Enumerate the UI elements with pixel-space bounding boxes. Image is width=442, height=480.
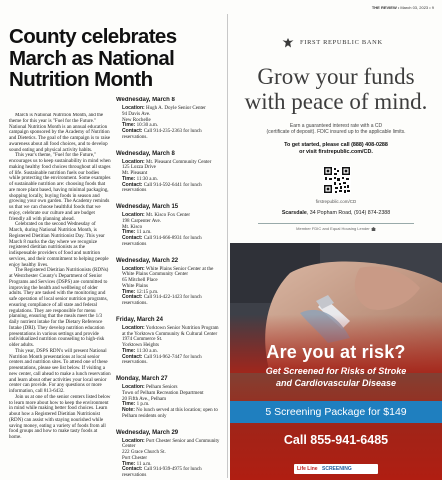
column-divider xyxy=(227,14,228,478)
event-listing xyxy=(116,97,220,141)
issue-date: March 03, 2023 xyxy=(400,5,429,10)
event-date: Wednesday, March 8 xyxy=(116,150,175,157)
event-field-label: Contact: xyxy=(122,181,143,188)
eagle-icon xyxy=(282,37,294,49)
screening-subheadline-line: Get Screened for Risks of Stroke xyxy=(265,366,407,376)
event-listing xyxy=(116,204,220,248)
event-note xyxy=(116,408,220,420)
event-listing xyxy=(116,430,220,478)
screening-advertisement xyxy=(230,243,442,480)
article-paragraph: Join us at one of the senior centers listed below to learn more about how to keep the environment in mind while making better food choices. Learn about how a Registered Dietitian Nutritionist (RDN) can assist with staying nourished while saving money, eating a variety of foods from all food groups and how to make tasty foods at home. xyxy=(9,393,111,440)
event-field-value: Pelham Seniors xyxy=(145,384,178,390)
screening-phone[interactable]: Call 855-941-6485 xyxy=(283,433,389,447)
event-address-line: Yorktown Heights xyxy=(122,342,159,348)
event-field-label: Time: xyxy=(122,460,136,467)
event-date: Friday, March 24 xyxy=(116,316,163,323)
event-field-label: Time: xyxy=(122,288,136,295)
event-listing xyxy=(116,376,220,420)
event-address-line: Town of Pelham Recreation Department xyxy=(122,389,204,396)
event-field-label: Location: xyxy=(122,384,145,390)
event-address-line: 198 Carpenter Ave. xyxy=(122,217,162,224)
event-field-label: Contact: xyxy=(122,235,143,241)
bank-subtext xyxy=(244,123,428,135)
article-paragraph: Celebrated on the second Wednesday of March, during National Nutrition Month, is Registered Dietitian Nutritionist Day. This year March 8 marks the day where we recognize registered dietitian nutritionists as the indispensable providers of food and nutrition services, and their commitment to helping people enjoy healthy lives. xyxy=(9,221,109,268)
bank-divider xyxy=(258,223,414,224)
event-contact xyxy=(116,467,220,477)
event-address-line: Port Chester xyxy=(122,454,148,461)
event-address-line: 20 Fifth Ave., Pelham xyxy=(122,395,167,402)
article-paragraph: The Registered Dietitian Nutritionists (RDNs) at Westchester County's Department of Senior Programs and Services (DSPS) are committed to improving the health and wellbeing of older adults. They are tasked with the monitoring and safe operation of local senior nutrition programs, ensuring compliance of all state and federal regulations. They are responsible for menu planning, ensuring that the meals meet the 1/3 daily nutrient intake for the Dietary Reference Intake (DRI). They develop nutrition education presentations in various settings and provide individualized nutrition counseling to high-risk older adults. xyxy=(9,267,109,348)
article-paragraph: This year, DSPS RDN's will present National Nutrition Month presentations at local senior centers and nutrition sites. To attend one of these presentations, please see list below. If visiting a new center, call ahead to make a lunch reservation and learn about other activities your local senior center can provide. For any questions or more information, call 813-6432. xyxy=(9,347,111,394)
event-field-value: 11 a.m. xyxy=(136,460,152,467)
bank-address-city: Scarsdale xyxy=(281,210,307,216)
bank-headline-line: Grow your funds xyxy=(257,64,415,89)
event-field-value: 11 a.m. xyxy=(136,229,152,236)
event-address-line: Mt. Kisco xyxy=(122,223,143,230)
event-contact xyxy=(116,129,220,141)
event-field-value: Port Chester Senior and Community Center xyxy=(122,437,220,450)
event-field-label: Time: xyxy=(122,229,136,236)
house-icon xyxy=(371,227,376,231)
event-field-value: 12:15 p.m. xyxy=(136,288,159,295)
event-field-value: 1 p.m. xyxy=(136,401,150,408)
article-paragraph: This year's theme, "Fuel for the Future," encourages us to keep sustainability in mind when making healthy food choices throughout all stages of life. Sustainable nutrition fuels our bodies while protecting the environment. Some examples of sustainable nutrition are: choosing foods that are more plant based, having minimal packaging, shopping locally, buying foods in season and growing your own garden. The Academy reminds us that we can choose healthful foods that we enjoy, celebrate our culture and are budget friendly all with planning ahead. xyxy=(9,152,111,222)
bank-website[interactable]: firstrepublic.com/CD xyxy=(315,199,357,204)
event-date: Wednesday, March 8 xyxy=(116,97,175,103)
event-field-label: Time: xyxy=(122,122,136,129)
screening-subheadline xyxy=(230,366,442,389)
bank-cta-line: or visit firstrepublic.com/CD. xyxy=(299,149,373,155)
bank-cta-line: To get started, please call (888) 408-0288 xyxy=(284,142,388,148)
bank-address xyxy=(230,210,442,216)
bank-subtext-line: (certificate of deposit). FDIC insured up to the applicable limits. xyxy=(266,129,406,136)
event-contact xyxy=(116,236,220,248)
event-field-label: Location: xyxy=(122,437,145,444)
article-paragraph: March is National Nutrition Month, and the theme for this year is "Fuel for the Future." National Nutrition Month is an annual education campaign sponsored by the Academy of Nutrition and Dietetics. The goal of the campaign is to raise awareness about all food choices, and to develop sound eating and physical activity habits. xyxy=(9,113,111,153)
screening-subheadline-line: and Cardiovascular Disease xyxy=(275,377,397,388)
event-date: Monday, March 27 xyxy=(116,376,168,382)
article-body xyxy=(9,113,111,477)
event-address-line: 125 Lozza Drive xyxy=(122,164,156,171)
lifeline-logo xyxy=(294,464,378,474)
event-field-value: Call 914-666-8931 for lunch reservations xyxy=(122,235,202,247)
event-field-label: Time: xyxy=(122,347,136,354)
event-field-label: Location: xyxy=(122,212,145,218)
event-field-value: Call 914-939-4975 for lunch reservations xyxy=(122,466,202,477)
event-date: Wednesday, March 22 xyxy=(116,257,179,264)
lifeline-logo-part1: Life Line xyxy=(297,466,318,472)
event-address-line: 1974 Commerce St. xyxy=(122,336,163,343)
event-field-label: Contact: xyxy=(122,353,143,360)
event-contact xyxy=(116,355,220,367)
event-field-value: 11:30 a.m. xyxy=(136,347,158,354)
event-field-label: Contact: xyxy=(122,294,143,301)
event-field-label: Time: xyxy=(122,401,136,408)
event-field-value: 11:30 a.m. xyxy=(136,175,158,182)
event-date: Wednesday, March 29 xyxy=(116,429,179,436)
event-field-label: Location: xyxy=(122,158,145,165)
event-date: Wednesday, March 15 xyxy=(116,204,179,210)
bank-fdic-notice xyxy=(230,226,442,231)
qr-code-icon[interactable] xyxy=(323,166,351,194)
bank-headline-line: with peace of mind. xyxy=(244,89,428,114)
bank-address-details: , 34 Popham Road, (914) 874-2388 xyxy=(306,210,391,216)
screening-package-banner xyxy=(230,401,442,423)
event-field-value: White Plains Senior Center at the White Plains Community Center xyxy=(122,265,214,278)
event-address-line: New Rochelle xyxy=(122,116,151,123)
event-contact xyxy=(116,183,220,195)
event-field-value: No lunch served at this location; open to Pelham residents only xyxy=(122,407,218,419)
event-field-label: Time: xyxy=(122,175,136,182)
bank-name: FIRST REPUBLIC BANK xyxy=(300,39,383,46)
event-field-value: Yorktown Senior Nutrition Program at the Yorktown Community & Cultural Center xyxy=(122,324,219,337)
page-folio: THE REVIEW • March 03, 2023 • 9 xyxy=(371,5,434,10)
event-field-value: Mt. Pleasant Community Center xyxy=(145,158,212,165)
event-listing xyxy=(116,317,220,366)
page-number: 9 xyxy=(431,5,434,10)
event-field-label: Contact: xyxy=(122,128,143,134)
event-field-value: Call 914-422-1423 for lunch reservations. xyxy=(122,294,202,306)
bank-advertisement xyxy=(230,28,442,240)
event-listing xyxy=(116,151,220,195)
lifeline-logo-part2: SCREENING xyxy=(322,466,352,472)
fdic-text: Member FDIC and Equal Housing Lender xyxy=(296,226,370,231)
event-field-value: Call 914-962-7447 for lunch reservations. xyxy=(122,353,202,366)
event-schedule xyxy=(116,97,220,477)
event-address-line: 222 Grace Church St. xyxy=(122,449,166,455)
event-field-label: Location: xyxy=(122,265,145,272)
event-address-line: 65 Mitchell Place xyxy=(122,277,158,283)
bank-headline xyxy=(230,64,442,114)
event-field-label: Location: xyxy=(122,324,145,331)
article-headline: County celebrates March as National Nutrition Month xyxy=(9,25,177,91)
bank-call-to-action xyxy=(244,142,428,156)
event-contact xyxy=(116,295,220,307)
event-field-value: Call 914-235-2363 for lunch reservations. xyxy=(122,128,202,140)
event-field-label: Location: xyxy=(122,105,145,111)
event-field-label: Contact: xyxy=(122,466,143,473)
event-address-line: 94 Davis Ave. xyxy=(122,110,151,117)
event-field-value: Call 914-592-6441 for lunch reservations xyxy=(122,181,202,194)
event-field-value: Hugh A. Doyle Senior Center xyxy=(145,105,206,111)
screening-question: Are you at risk? xyxy=(266,342,406,362)
paper-name: THE REVIEW xyxy=(371,5,397,10)
event-listing xyxy=(116,258,220,307)
event-field-value: 10:30 a.m. xyxy=(136,122,159,129)
bank-subtext-line: Earn a guaranteed interest rate with a CD xyxy=(289,123,383,129)
event-field-value: Mt. Kisco Fox Center xyxy=(145,212,191,218)
event-address-line: White Plains xyxy=(122,282,148,289)
screening-package-text: 5 Screening Package for $149 xyxy=(265,406,407,418)
bank-logo xyxy=(282,37,412,49)
event-field-label: Note: xyxy=(122,407,135,413)
event-address-line: Mt. Pleasant xyxy=(122,170,148,176)
